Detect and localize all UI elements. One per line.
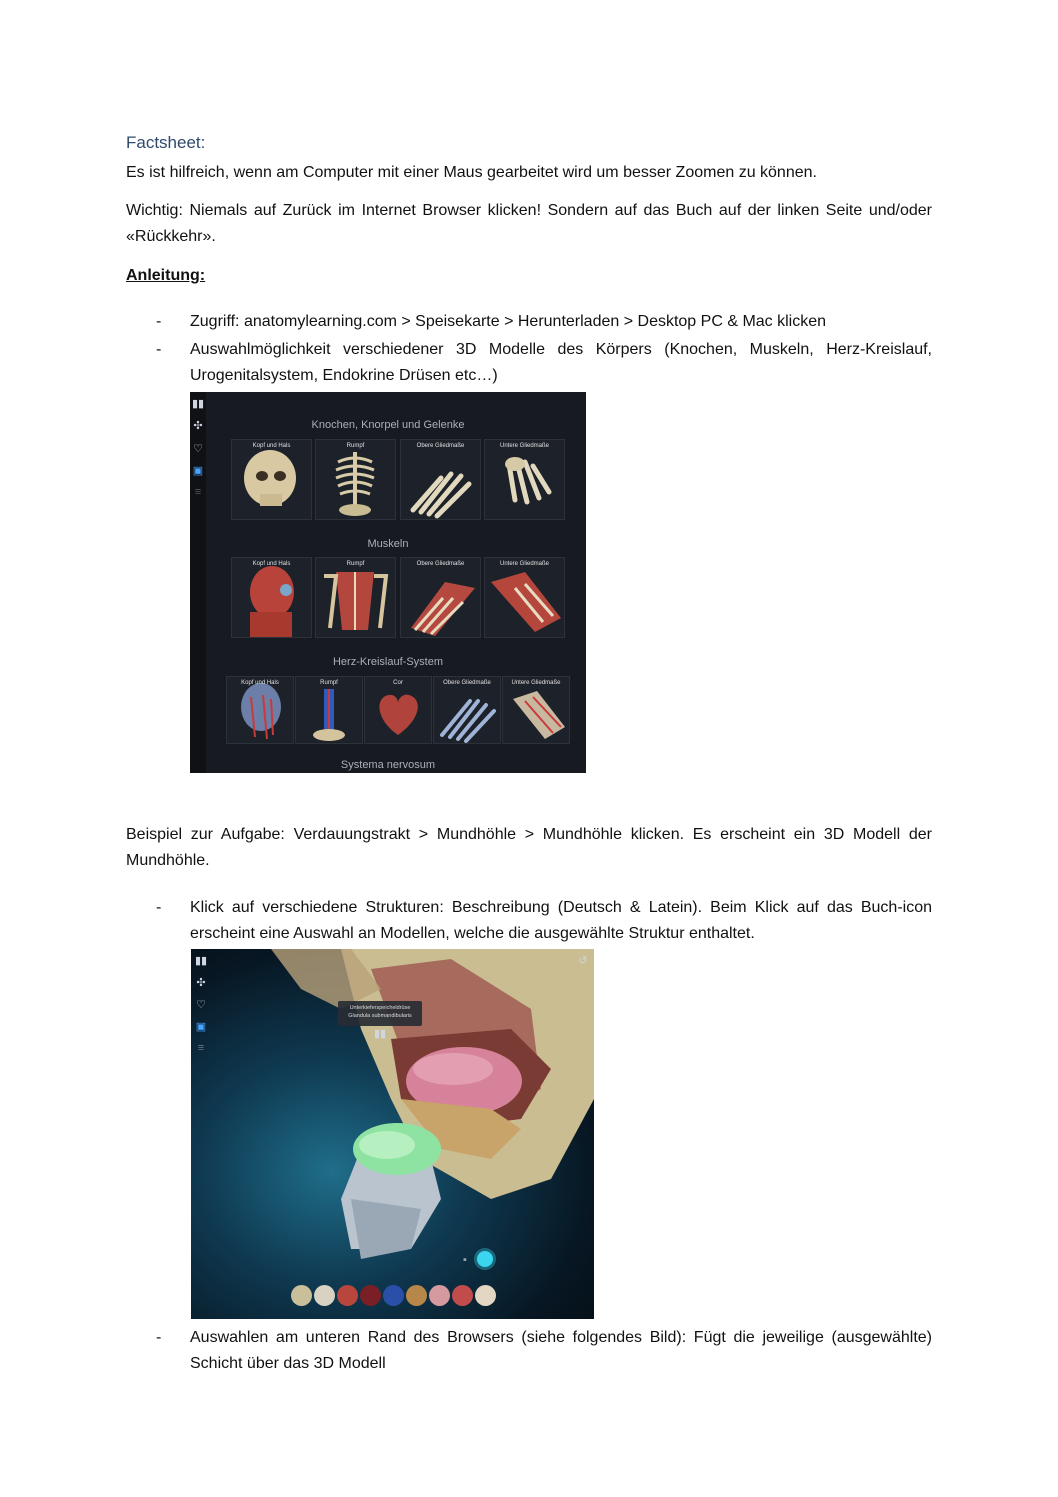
nerve-layer-icon[interactable] — [406, 1285, 427, 1306]
skeleton-torso-layer-icon[interactable] — [314, 1285, 335, 1306]
tile-cardio-lower[interactable] — [502, 676, 570, 744]
head-vessels-image — [227, 677, 293, 743]
layers-icon[interactable]: ▣ — [192, 465, 204, 477]
app-sidebar — [190, 392, 206, 773]
bullet-dash: - — [156, 899, 162, 916]
tile-label: Kopf und Hals — [252, 561, 291, 567]
heart-image — [365, 677, 431, 743]
tile-label: Kopf und Hals — [252, 443, 291, 449]
hand-bones-image — [401, 440, 480, 519]
tile-cardio-trunk[interactable] — [295, 676, 363, 744]
skull-image — [232, 440, 311, 519]
foot-muscles-image — [485, 558, 564, 637]
foot-vessels-image — [503, 677, 569, 743]
heart-layer-icon[interactable] — [452, 1285, 473, 1306]
model-selection-screenshot — [190, 392, 586, 773]
trash-icon[interactable]: ▪ — [463, 1254, 467, 1266]
tile-muscles-trunk[interactable] — [315, 557, 396, 638]
tooltip-latin: Glandula submandibularis — [348, 1013, 412, 1019]
section-title-bones: Knochen, Knorpel und Gelenke — [311, 419, 465, 431]
ribcage-image — [316, 440, 395, 519]
brain-layer-icon[interactable] — [429, 1285, 450, 1306]
tile-bones-lower[interactable] — [484, 439, 565, 520]
bullet-dash: - — [156, 341, 162, 358]
book-icon[interactable]: ▮▮ — [374, 1028, 387, 1040]
tile-label: Rumpf — [346, 561, 365, 567]
tile-bones-head[interactable] — [231, 439, 312, 520]
skeleton-layer-icon[interactable] — [291, 1285, 312, 1306]
heart-icon[interactable]: ♡ — [193, 443, 203, 455]
tile-bones-upper[interactable] — [400, 439, 481, 520]
foot-bones-image — [485, 440, 564, 519]
tile-label: Untere Gliedmaße — [499, 561, 550, 567]
hand-vessels-image — [434, 677, 500, 743]
skin-layer-icon[interactable] — [475, 1285, 496, 1306]
tile-muscles-lower[interactable] — [484, 557, 565, 638]
intro-text: Es ist hilfreich, wenn am Computer mit einer Maus gearbeitet wird um besser Zoomen zu können. — [126, 164, 817, 181]
muscle-layer-icon[interactable] — [337, 1285, 358, 1306]
tile-label: Untere Gliedmaße — [499, 443, 550, 449]
warning-text: Wichtig: Niemals auf Zurück im Internet Browser klicken! Sondern auf das Buch auf der linken Seite und/oder «Rückkehr». — [126, 202, 932, 245]
body-icon[interactable]: ✣ — [193, 420, 203, 432]
menu-icon[interactable]: ≡ — [194, 486, 202, 498]
body-icon[interactable]: ✣ — [196, 977, 206, 989]
example-text: Beispiel zur Aufgabe: Verdauungstrakt > Mundhöhle > Mundhöhle klicken. Es erscheint ein 3D Modell der Mundhöhle. — [126, 826, 932, 869]
tile-label: Untere Gliedmaße — [511, 680, 561, 686]
tile-label: Cor — [393, 680, 403, 686]
tile-cardio-upper[interactable] — [433, 676, 501, 744]
tile-label: Obere Gliedmaße — [416, 561, 465, 567]
bullet-layers: Auswahlen am unteren Rand des Browsers (siehe folgendes Bild): Fügt die jeweilige (ausgewählte) Schicht über das 3D Modell — [190, 1329, 932, 1372]
oral-cavity-screenshot — [191, 949, 594, 1319]
bullet-access: Zugriff: anatomylearning.com > Speisekarte > Herunterladen > Desktop PC & Mac klicken — [190, 313, 827, 330]
trunk-vessels-image — [296, 677, 362, 743]
bullet-models: Auswahlmöglichkeit verschiedener 3D Modelle des Körpers (Knochen, Muskeln, Herz-Kreislauf, Urogenitalsystem, Endokrine Drüsen etc…) — [190, 341, 932, 384]
structure-tooltip — [338, 1001, 422, 1026]
record-button[interactable] — [477, 1251, 493, 1267]
tile-bones-trunk[interactable] — [315, 439, 396, 520]
bullet-dash: - — [156, 313, 162, 330]
vessel-layer-icon[interactable] — [383, 1285, 404, 1306]
reset-icon[interactable]: ↺ — [578, 955, 588, 967]
tile-label: Rumpf — [346, 443, 365, 449]
menu-icon[interactable]: ≡ — [197, 1042, 205, 1054]
section-title-muscles: Muskeln — [367, 538, 409, 550]
section-title-nervous: Systema nervosum — [340, 759, 436, 771]
tile-label: Rumpf — [320, 680, 338, 686]
layers-icon[interactable]: ▣ — [195, 1021, 207, 1033]
tile-muscles-upper[interactable] — [400, 557, 481, 638]
section-title-cardio: Herz-Kreislauf-System — [332, 656, 444, 668]
hand-muscles-image — [401, 558, 480, 637]
page-heading: Factsheet: — [126, 133, 206, 152]
trunk-muscles-image — [316, 558, 395, 637]
tile-label: Obere Gliedmaße — [416, 443, 465, 449]
heart-icon[interactable]: ♡ — [196, 999, 206, 1011]
bullet-structures: Klick auf verschiedene Strukturen: Beschreibung (Deutsch & Latein). Beim Klick auf das Buch-icon erscheint eine Auswahl an Modellen, welche die ausgewählte Struktur enthaltet. — [190, 899, 932, 942]
tile-label: Kopf und Hals — [241, 680, 279, 686]
tooltip-german: Unterkieferspeicheldrüse — [349, 1005, 411, 1011]
tile-cardio-head[interactable] — [226, 676, 294, 744]
book-icon[interactable]: ▮▮ — [192, 398, 205, 410]
tile-muscles-head[interactable] — [231, 557, 312, 638]
anleitung-label: Anleitung: — [126, 267, 206, 284]
book-icon[interactable]: ▮▮ — [195, 955, 208, 967]
bullet-dash: - — [156, 1329, 162, 1346]
tile-label: Obere Gliedmaße — [443, 680, 491, 686]
head-muscles-image — [232, 558, 311, 637]
tile-cardio-heart[interactable] — [364, 676, 432, 744]
organ-layer-icon[interactable] — [360, 1285, 381, 1306]
